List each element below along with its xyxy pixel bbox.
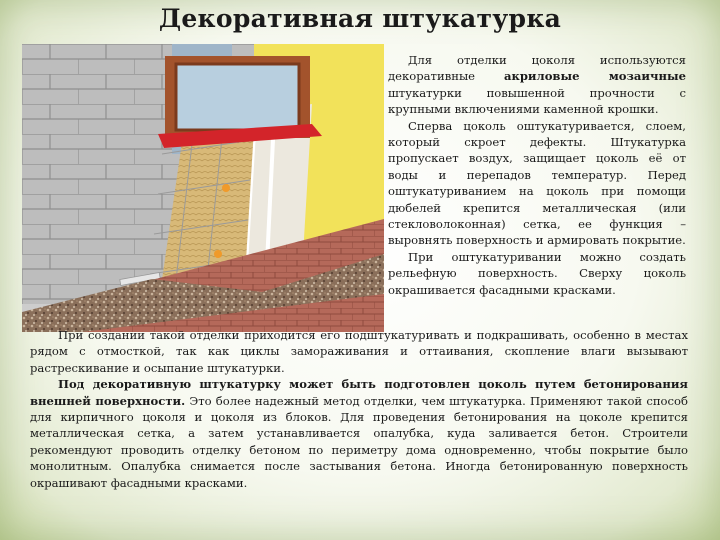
bottom-p2-text: Это более надежный метод отделки, чем штукатурка. Применяют такой способ для кирпичного цоколя и цоколя из блоков. Для проведения бетонирования на цоколе крепится металлическая сетка, а затем устанавливается опалубка, куда заливается бетон. Строители рекомендуют проводить отделку бетоном по периметру дома одновременно, чтобы покрытие было монолитным. Опалубка снимается после застывания бетона. Иногда бетонированную поверхность окрашивают фасадными красками. (30, 393, 688, 490)
bottom-p2-bold: Под декоративную штукатурку может быть подготовлен цоколь путем бетонирования внешней поверхности. (30, 377, 688, 408)
side-paragraph-2: Сперва цоколь оштукатуривается, слоем, который скроет дефекты. Штукатурка пропускает воздух, защищает цоколь её от воды и перепадов температур. Перед оштукатуриванием на цоколь при помощи дюбелей крепится металлическая (или стекловолоконная) сетка, ее функция – выровнять поверхность и армировать покрытие. (388, 118, 686, 248)
side-p1-text-end: штукатурки повышенной прочности с крупными включениями каменной крошки. (388, 85, 686, 117)
side-p1-bold: акриловые мозаичные (503, 69, 687, 84)
bottom-paragraph-2 (30, 376, 688, 491)
bottom-paragraph-1: При создании такой отделки приходится его подштукатуривать и подкрашивать, особенно в местах рядом с отмосткой, так как циклы замораживания и оттаивания, скопление влаги вызывают растрескивание и осыпание штукатурки. (30, 328, 688, 375)
page-title: Декоративная штукатурка (158, 4, 562, 33)
side-text-block (388, 52, 686, 298)
plinth-plaster-illustration (22, 44, 384, 332)
side-paragraph-1 (388, 52, 686, 118)
side-paragraph-3: При оштукатуривании можно создать рельефную поверхность. Сверху цоколь окрашивается фасадными красками. (388, 249, 686, 297)
side-p1-text: Для отделки цоколя используются декоративные (388, 53, 686, 84)
bottom-text-block (30, 327, 688, 491)
